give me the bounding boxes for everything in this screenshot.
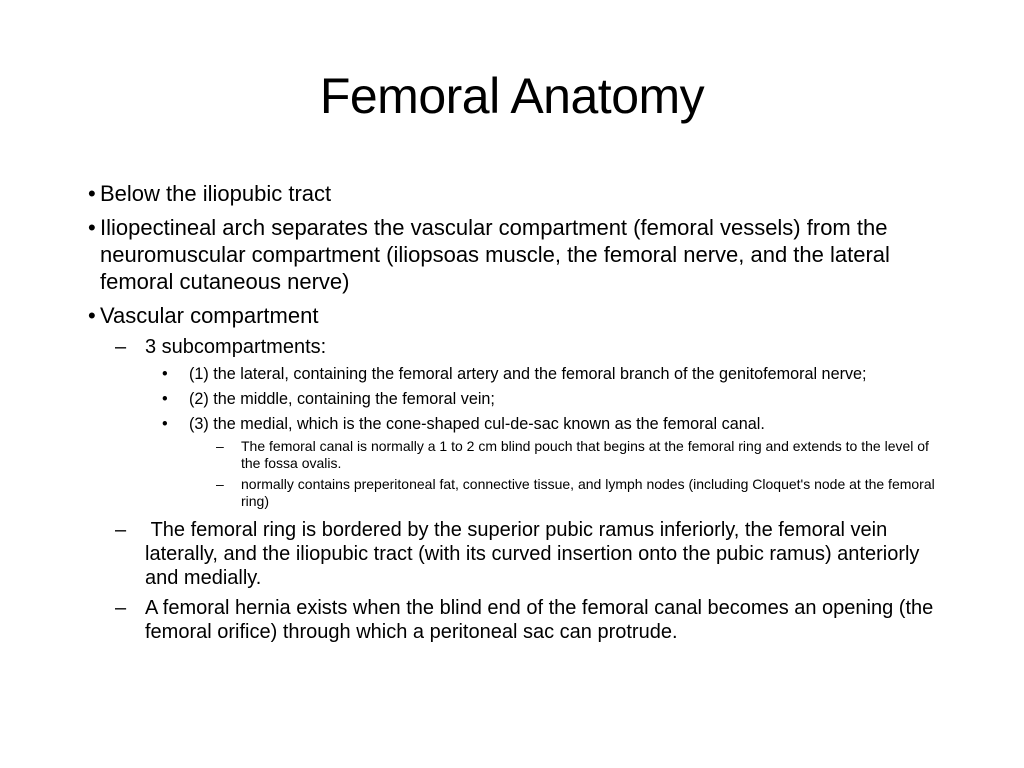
level4-bullet-item <box>0 438 1024 472</box>
dash-marker: – <box>216 476 224 492</box>
level4-bullet-text: The femoral canal is normally a 1 to 2 cm blind pouch that begins at the femoral ring and extends to the level of the fossa ovalis. <box>241 438 929 471</box>
sub-sub-bullet-item <box>0 365 1024 384</box>
dash-marker: – <box>216 438 224 454</box>
bullet-marker: • <box>162 415 168 433</box>
bullet-item <box>0 302 1024 329</box>
sub-sub-bullet-text: (3) the medial, which is the cone-shaped cul-de-sac known as the femoral canal. <box>189 415 765 433</box>
level4-bullet-item <box>0 476 1024 510</box>
bullet-marker: • <box>88 303 96 328</box>
sub-sub-bullet-item <box>0 415 1024 434</box>
dash-marker: – <box>115 336 127 358</box>
sub-bullet-item <box>0 335 1024 359</box>
bullet-item <box>0 214 1024 295</box>
sub-sub-bullet-text: (2) the middle, containing the femoral vein; <box>189 390 495 408</box>
sub-sub-bullet-text: (1) the lateral, containing the femoral artery and the femoral branch of the genitofemoral nerve; <box>189 365 867 383</box>
sub-sub-bullet-item <box>0 390 1024 409</box>
level4-bullet-text: normally contains preperitoneal fat, connective tissue, and lymph nodes (including Cloquet's node at the femoral ring) <box>241 476 935 509</box>
sub-bullet-text: 3 subcompartments: <box>145 336 327 358</box>
bullet-marker: • <box>162 365 168 383</box>
sub-bullet-text: A femoral hernia exists when the blind end of the femoral canal becomes an opening (the femoral orifice) through which a peritoneal sac can protrude. <box>145 597 934 643</box>
bullet-marker: • <box>88 181 96 206</box>
sub-bullet-item <box>0 596 1024 644</box>
bullet-text: Below the iliopubic tract <box>100 181 332 206</box>
dash-marker: – <box>115 597 127 619</box>
bullet-text: Vascular compartment <box>100 303 319 328</box>
bullet-marker: • <box>88 215 96 240</box>
bullet-item <box>0 180 1024 207</box>
slide-body <box>0 180 1024 644</box>
sub-bullet-text: The femoral ring is bordered by the superior pubic ramus inferiorly, the femoral vein laterally, and the iliopubic tract (with its curved insertion onto the pubic ramus) anteriorly and medially. <box>145 519 925 589</box>
sub-bullet-item <box>0 518 1024 590</box>
bullet-text: Iliopectineal arch separates the vascular compartment (femoral vessels) from the neuromuscular compartment (iliopsoas muscle, the femoral nerve, and the lateral femoral cutaneous nerve) <box>100 215 890 294</box>
bullet-marker: • <box>162 390 168 408</box>
dash-marker: – <box>115 519 127 541</box>
slide-title: Femoral Anatomy <box>319 68 705 124</box>
